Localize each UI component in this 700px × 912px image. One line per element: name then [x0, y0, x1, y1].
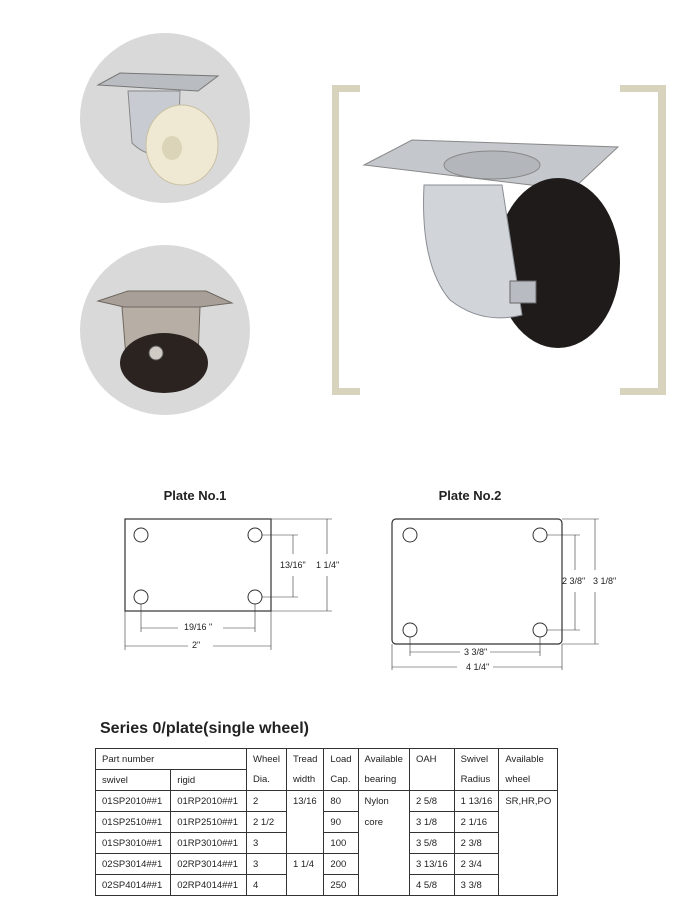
- table-row: [96, 875, 558, 896]
- table-row: [96, 833, 558, 854]
- header-oah: OAH: [409, 749, 454, 770]
- header-wheel-dia: Dia.: [247, 770, 287, 791]
- plate-1-title: Plate No.1: [163, 488, 227, 503]
- plate-2-dim-inner-h: 3 3/8": [464, 647, 488, 657]
- cell-radius: 2 3/4: [454, 854, 499, 875]
- plate-1-dim-inner-h: 19/16 ": [184, 622, 213, 632]
- cell-rigid: 01RP2510##1: [171, 812, 247, 833]
- header-available-wheel: Available: [499, 749, 558, 770]
- rigid-caster-photo: [80, 245, 250, 415]
- cell-bearing: Nylon: [358, 791, 409, 812]
- header-radius: Radius: [454, 770, 499, 791]
- cell-load: 100: [324, 833, 358, 854]
- cell-tread: 1 1/4: [286, 854, 323, 875]
- cell-load: 80: [324, 791, 358, 812]
- plate-2-title: Plate No.2: [438, 488, 502, 503]
- cell-rigid: 02RP4014##1: [171, 875, 247, 896]
- cell-dia: 3: [247, 854, 287, 875]
- cell-bearing: [358, 833, 409, 854]
- table-row: [96, 812, 558, 833]
- cell-swivel: 01SP2010##1: [96, 791, 171, 812]
- cell-rigid: 01RP3010##1: [171, 833, 247, 854]
- header-tread: Tread: [286, 749, 323, 770]
- cell-dia: 3: [247, 833, 287, 854]
- table-row: [96, 791, 558, 812]
- cell-swivel: 01SP2510##1: [96, 812, 171, 833]
- spec-table: [95, 748, 558, 896]
- cell-radius: 3 3/8: [454, 875, 499, 896]
- cell-bearing: [358, 854, 409, 875]
- header-part-number: Part number: [96, 749, 247, 770]
- plate-2-dim-outer-h: 4 1/4": [466, 662, 490, 672]
- cell-dia: 2: [247, 791, 287, 812]
- plate-2-dim-inner-v: 2 3/8": [562, 576, 586, 586]
- cell-oah: 4 5/8: [409, 875, 454, 896]
- header-swivel-radius: Swivel: [454, 749, 499, 770]
- series-title: Series 0/plate(single wheel): [100, 720, 309, 737]
- header-wheel-types: wheel: [499, 770, 558, 791]
- plate-2-diagram: [385, 512, 615, 672]
- header-wheel: Wheel: [247, 749, 287, 770]
- cell-oah: 3 1/8: [409, 812, 454, 833]
- cell-rigid: 02RP3014##1: [171, 854, 247, 875]
- cell-swivel: 02SP4014##1: [96, 875, 171, 896]
- main-caster-photo: [332, 85, 668, 395]
- cell-tread: 13/16: [286, 791, 323, 812]
- header-bearing: bearing: [358, 770, 409, 791]
- cell-radius: 2 1/16: [454, 812, 499, 833]
- header-oah-blank: [409, 770, 454, 791]
- header-load-cap: Cap.: [324, 770, 358, 791]
- table-header-row-1: [96, 749, 558, 770]
- table-header-row-2: [96, 770, 558, 791]
- plate-1-dim-inner-v: 13/16": [280, 560, 306, 570]
- header-available-bearing: Available: [358, 749, 409, 770]
- cell-radius: 2 3/8: [454, 833, 499, 854]
- cell-wheel: [499, 875, 558, 896]
- header-load: Load: [324, 749, 358, 770]
- cell-wheel: [499, 812, 558, 833]
- cell-load: 90: [324, 812, 358, 833]
- plate-2-dim-outer-v: 3 1/8": [593, 576, 617, 586]
- cell-bearing: [358, 875, 409, 896]
- cell-load: 200: [324, 854, 358, 875]
- header-rigid: rigid: [171, 770, 247, 791]
- table-row: [96, 854, 558, 875]
- cell-wheel: [499, 833, 558, 854]
- header-tread-width: width: [286, 770, 323, 791]
- cell-swivel: 01SP3010##1: [96, 833, 171, 854]
- cell-oah: 3 13/16: [409, 854, 454, 875]
- cell-oah: 3 5/8: [409, 833, 454, 854]
- cell-rigid: 01RP2010##1: [171, 791, 247, 812]
- cell-tread: [286, 875, 323, 896]
- plate-1-diagram: [118, 512, 348, 652]
- cell-oah: 2 5/8: [409, 791, 454, 812]
- cell-tread: [286, 833, 323, 854]
- plate-1-dim-outer-h: 2": [192, 640, 201, 650]
- plate-1-dim-outer-v: 1 1/4": [316, 560, 340, 570]
- cell-dia: 4: [247, 875, 287, 896]
- header-swivel: swivel: [96, 770, 171, 791]
- cell-tread: [286, 812, 323, 833]
- cell-bearing: core: [358, 812, 409, 833]
- swivel-caster-photo: [80, 33, 250, 203]
- cell-load: 250: [324, 875, 358, 896]
- cell-wheel: [499, 854, 558, 875]
- cell-radius: 1 13/16: [454, 791, 499, 812]
- cell-wheel: SR,HR,PO: [499, 791, 558, 812]
- cell-dia: 2 1/2: [247, 812, 287, 833]
- cell-swivel: 02SP3014##1: [96, 854, 171, 875]
